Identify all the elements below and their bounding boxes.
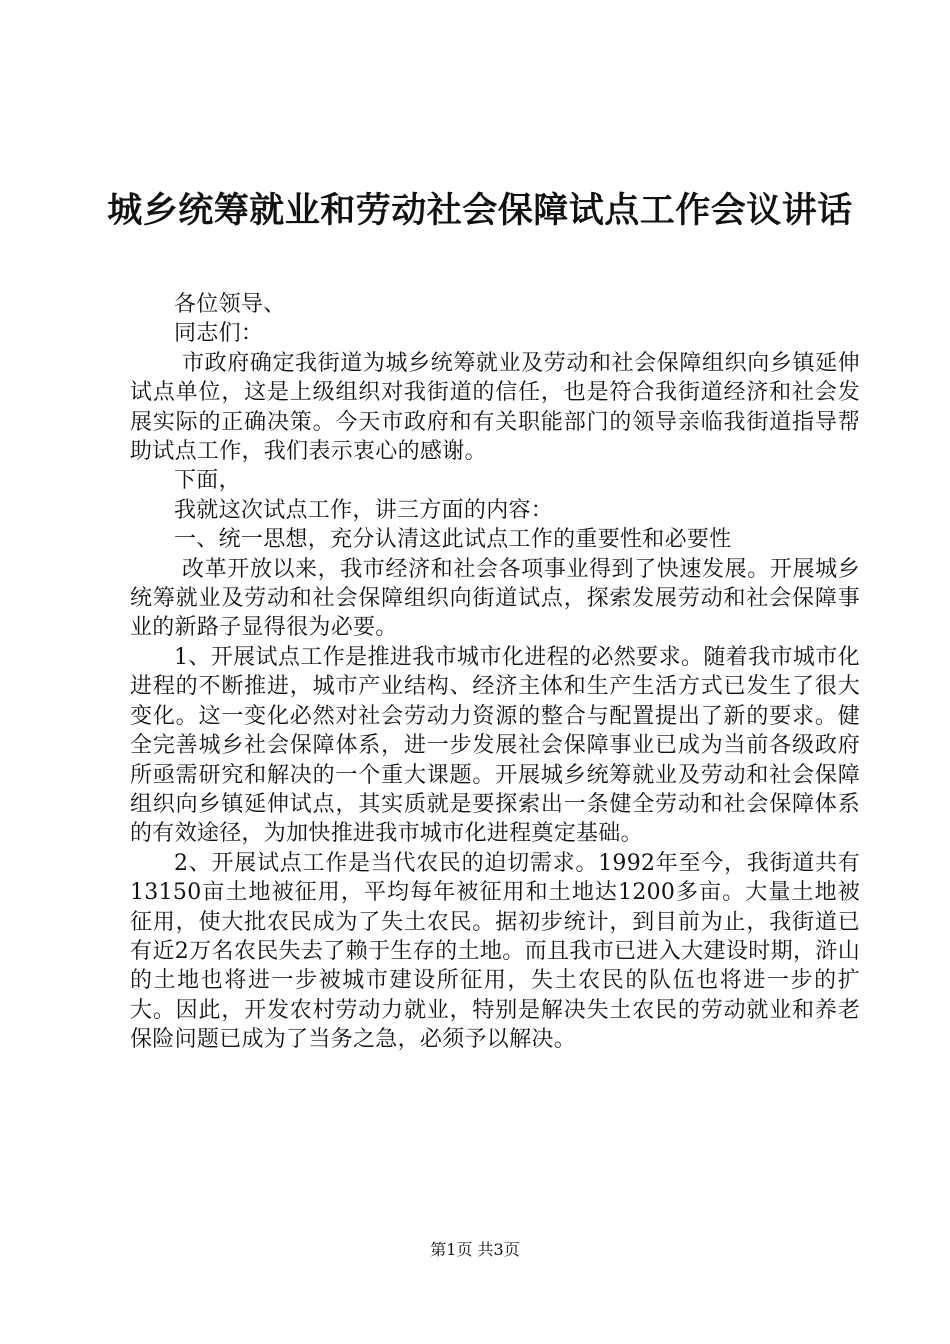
salutation-comrades: 同志们：: [174, 321, 264, 347]
paragraph-outline: 我就这次试点工作，讲三方面的内容：: [174, 497, 554, 523]
paragraph-point-1: 1、开展试点工作是推进我市城市化进程的必然要求。随着我市城市化进程的不断推进，城市产业结构、经济主体和生产生活方式已发生了很大变化。这一变化必然对社会劳动力资源的整合与配置提出了新的要求。健全完善城乡社会保障体系，进一步发展社会保障事业已成为当前各级政府所亟需研究和解决的一个重大课题。开展城乡统筹就业及劳动和社会保障组织向乡镇延伸试点，其实质就是要探索出一条健全劳动和社会保障体系的有效途径，为加快推进我市城市化进程奠定基础。: [130, 644, 860, 847]
page-footer: 第1页 共3页: [430, 1240, 520, 1259]
paragraph-transition: 下面，: [174, 468, 241, 494]
paragraph-point-2: 2、开展试点工作是当代农民的迫切需求。1992年至今，我街道共有13150亩土地被征用，平均每年被征用和土地达1200多亩。大量土地被征用，使大批农民成为了失土农民。据初步统计，到目前为止，我街道已有近2万名农民失去了赖于生存的土地。而且我市已进入大建设时期，浒山的土地也将进一步被城市建设所征用，失土农民的队伍也将进一步的扩大。因此，开发农村劳动力就业，特别是解决失土农民的劳动就业和养老保险问题已成为了当务之急，必须予以解决。: [130, 850, 860, 1053]
paragraph-reform: 改革开放以来，我市经济和社会各项事业得到了快速发展。开展城乡统筹就业及劳动和社会保障组织向街道试点，探索发展劳动和社会保障事业的新路子显得很为必要。: [130, 556, 860, 641]
document-title: 城乡统筹就业和劳动社会保障试点工作会议讲话: [107, 191, 853, 231]
salutation-leaders: 各位领导、: [174, 292, 286, 317]
section-heading-1: 一、统一思想，充分认清这此试点工作的重要性和必要性: [174, 527, 732, 553]
paragraph-intro: 市政府确定我街道为城乡统筹就业及劳动和社会保障组织向乡镇延伸试点单位，这是上级组织对我街道的信任，也是符合我街道经济和社会发展实际的正确决策。今天市政府和有关职能部门的领导亲临我街道指导帮助试点工作，我们表示衷心的感谢。: [130, 350, 860, 465]
document-body: [130, 290, 860, 1055]
